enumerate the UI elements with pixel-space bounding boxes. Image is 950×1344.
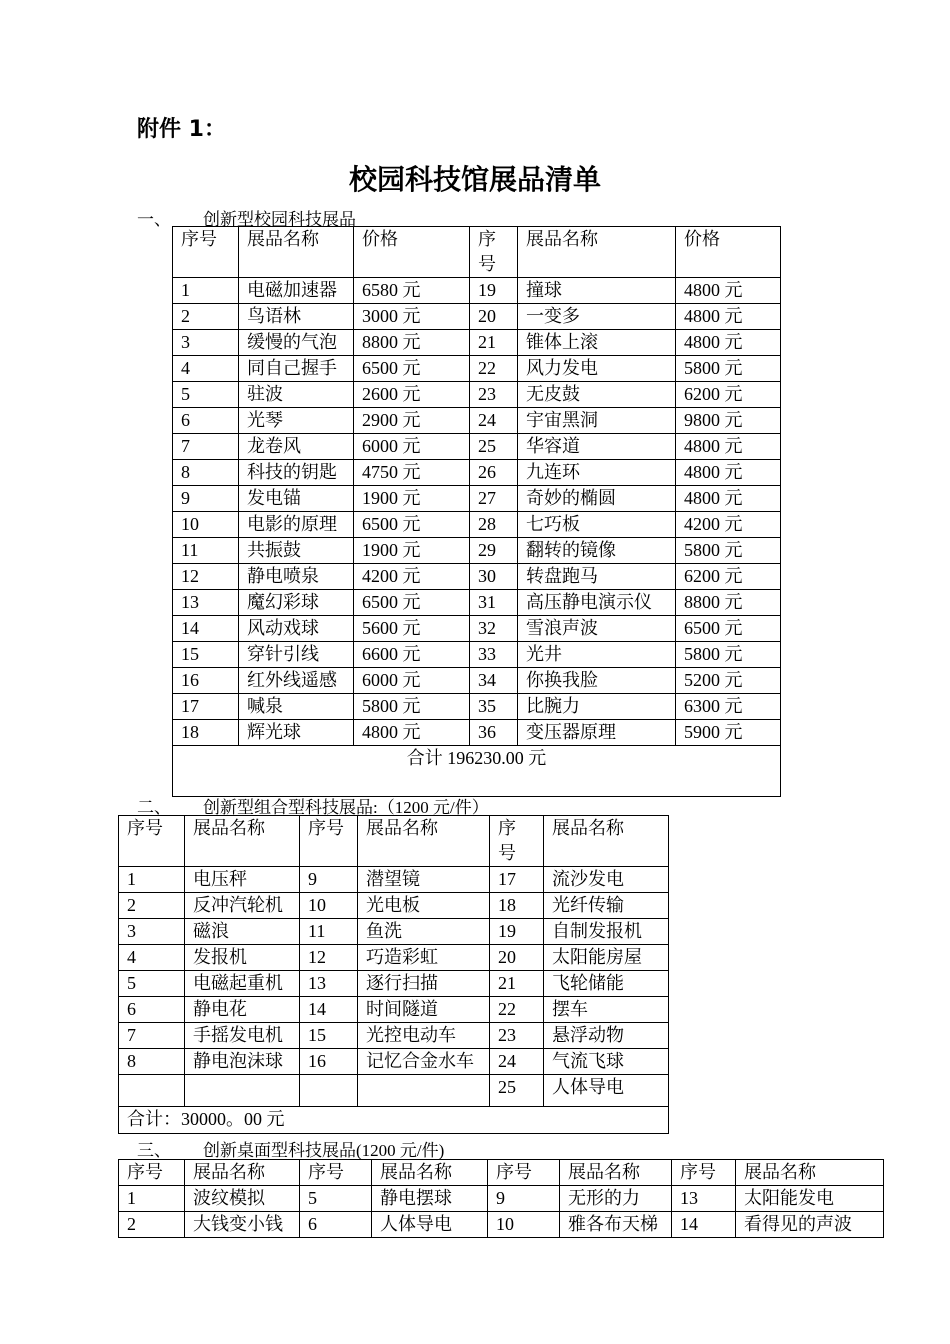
- section-2-title: 创新型组合型科技展品:（1200 元/件）: [203, 798, 489, 817]
- table-header-cell: 序号: [300, 1160, 372, 1186]
- table-cell: 奇妙的椭圆: [518, 486, 676, 512]
- table-header-cell: 序号: [672, 1160, 736, 1186]
- table-row: [119, 1186, 884, 1212]
- table-cell: 30: [470, 564, 518, 590]
- exhibit-table-2: [118, 815, 669, 1134]
- table-cell: 34: [470, 668, 518, 694]
- table-cell: 高压静电演示仪: [518, 590, 676, 616]
- table-row: [119, 867, 669, 893]
- table-cell: 无形的力: [560, 1186, 672, 1212]
- table-cell: 1900 元: [354, 486, 470, 512]
- table-row: [119, 1023, 669, 1049]
- table-cell: 13: [173, 590, 239, 616]
- table-cell: [185, 1075, 300, 1107]
- table-cell: 6: [119, 997, 185, 1023]
- table-cell: 13: [300, 971, 358, 997]
- table-cell: 电影的原理: [239, 512, 354, 538]
- table-cell: 时间隧道: [358, 997, 490, 1023]
- table-cell: 14: [300, 997, 358, 1023]
- table-row: [173, 278, 781, 304]
- table-cell: 6500 元: [354, 590, 470, 616]
- table-cell: 4800 元: [676, 278, 781, 304]
- table-cell: 雅各布天梯: [560, 1212, 672, 1238]
- table-cell: 宇宙黑洞: [518, 408, 676, 434]
- table-cell: 9: [488, 1186, 560, 1212]
- table-row: [173, 382, 781, 408]
- table-cell: 31: [470, 590, 518, 616]
- table-cell: 4800 元: [676, 460, 781, 486]
- table-cell: 6: [300, 1212, 372, 1238]
- table-header-cell: 展品名称: [239, 227, 354, 278]
- table-cell: 6580 元: [354, 278, 470, 304]
- table-cell: 5: [173, 382, 239, 408]
- table-header-cell: 展品名称: [185, 816, 300, 867]
- table-cell: 1900 元: [354, 538, 470, 564]
- table-cell: 翻转的镜像: [518, 538, 676, 564]
- table-cell: 5600 元: [354, 616, 470, 642]
- table-cell: 11: [300, 919, 358, 945]
- table-cell: 驻波: [239, 382, 354, 408]
- table-cell: 21: [490, 971, 544, 997]
- table-header-cell: 展品名称: [736, 1160, 884, 1186]
- table-cell: 8800 元: [354, 330, 470, 356]
- table-cell: 6300 元: [676, 694, 781, 720]
- table-header-cell: 展品名称: [560, 1160, 672, 1186]
- table-row: [173, 408, 781, 434]
- table-cell: 6500 元: [676, 616, 781, 642]
- table-cell: [119, 1075, 185, 1107]
- table-cell: 喊泉: [239, 694, 354, 720]
- table-header-cell: 价格: [676, 227, 781, 278]
- table-row: [173, 564, 781, 590]
- table-cell: 11: [173, 538, 239, 564]
- table-cell: 龙卷风: [239, 434, 354, 460]
- table-cell: 1: [119, 1186, 185, 1212]
- table-cell: 4800 元: [676, 330, 781, 356]
- table-cell: 悬浮动物: [544, 1023, 669, 1049]
- table-cell: 4200 元: [354, 564, 470, 590]
- total-cell: 合计 196230.00 元: [173, 746, 781, 797]
- table-row: [173, 590, 781, 616]
- table-header-row: [119, 816, 669, 867]
- table-row: [173, 642, 781, 668]
- table-cell: 21: [470, 330, 518, 356]
- table-cell: 16: [300, 1049, 358, 1075]
- table-cell: 静电花: [185, 997, 300, 1023]
- table-cell: 记忆合金水车: [358, 1049, 490, 1075]
- table-cell: 雪浪声波: [518, 616, 676, 642]
- table-cell: 人体导电: [372, 1212, 488, 1238]
- table-cell: 静电摆球: [372, 1186, 488, 1212]
- table-cell: 风力发电: [518, 356, 676, 382]
- table-header-row: [119, 1160, 884, 1186]
- table-row: [119, 997, 669, 1023]
- exhibit-table-3: [118, 1159, 884, 1238]
- table-cell: 15: [300, 1023, 358, 1049]
- table-cell: 共振鼓: [239, 538, 354, 564]
- table-cell: 穿针引线: [239, 642, 354, 668]
- section-1-title: 创新型校园科技展品: [203, 210, 356, 229]
- table-header-cell: 序号: [173, 227, 239, 278]
- table-cell: 6600 元: [354, 642, 470, 668]
- table-cell: 20: [490, 945, 544, 971]
- table-cell: 7: [119, 1023, 185, 1049]
- table-cell: 摆车: [544, 997, 669, 1023]
- table-cell: 电磁起重机: [185, 971, 300, 997]
- table-header-cell: 展品名称: [518, 227, 676, 278]
- table-cell: 7: [173, 434, 239, 460]
- table-cell: 6200 元: [676, 382, 781, 408]
- table-cell: 七巧板: [518, 512, 676, 538]
- table-cell: 九连环: [518, 460, 676, 486]
- table-header-cell: 展品名称: [544, 816, 669, 867]
- table-cell: 13: [672, 1186, 736, 1212]
- table-cell: 1: [173, 278, 239, 304]
- table-cell: 静电泡沫球: [185, 1049, 300, 1075]
- attachment-label: 附件 1：: [137, 117, 226, 142]
- table-cell: 发电锚: [239, 486, 354, 512]
- table-row: [173, 330, 781, 356]
- table-cell: 10: [173, 512, 239, 538]
- table-cell: 比腕力: [518, 694, 676, 720]
- table-cell: 波纹模拟: [185, 1186, 300, 1212]
- table-cell: 巧造彩虹: [358, 945, 490, 971]
- section-2-number: 二、: [137, 798, 171, 817]
- table-cell: 1: [119, 867, 185, 893]
- table-cell: 6200 元: [676, 564, 781, 590]
- table-row: [173, 486, 781, 512]
- table-cell: 17: [490, 867, 544, 893]
- table-header-cell: 展品名称: [372, 1160, 488, 1186]
- table-cell: 转盘跑马: [518, 564, 676, 590]
- table-cell: 缓慢的气泡: [239, 330, 354, 356]
- table-cell: 电压秤: [185, 867, 300, 893]
- table-cell: 10: [300, 893, 358, 919]
- table-cell: 大钱变小钱: [185, 1212, 300, 1238]
- table-cell: 22: [470, 356, 518, 382]
- table-row: [173, 460, 781, 486]
- section-3-heading: [137, 1136, 444, 1161]
- table-cell: 8: [173, 460, 239, 486]
- table-cell: 5800 元: [676, 538, 781, 564]
- table-cell: 5900 元: [676, 720, 781, 746]
- table-cell: [300, 1075, 358, 1107]
- table-cell: 26: [470, 460, 518, 486]
- table-cell: 无皮鼓: [518, 382, 676, 408]
- table-cell: 2600 元: [354, 382, 470, 408]
- table-cell: 2900 元: [354, 408, 470, 434]
- table-header-cell: 价格: [354, 227, 470, 278]
- table-cell: 自制发报机: [544, 919, 669, 945]
- table-row: [119, 919, 669, 945]
- table-row: [119, 1075, 669, 1107]
- table-cell: 6000 元: [354, 434, 470, 460]
- table-row: [173, 694, 781, 720]
- table-cell: 24: [470, 408, 518, 434]
- table-cell: 29: [470, 538, 518, 564]
- table-cell: 8: [119, 1049, 185, 1075]
- table-cell: 太阳能发电: [736, 1186, 884, 1212]
- table-row: [119, 1212, 884, 1238]
- table-row: [173, 356, 781, 382]
- table-cell: 鸟语林: [239, 304, 354, 330]
- table-cell: 23: [470, 382, 518, 408]
- exhibit-table-1: [172, 226, 781, 797]
- table-cell: 5800 元: [676, 642, 781, 668]
- section-3-title: 创新桌面型科技展品(1200 元/件): [203, 1141, 445, 1160]
- table-header-cell: 序号: [300, 816, 358, 867]
- table-cell: 16: [173, 668, 239, 694]
- table-cell: 光纤传输: [544, 893, 669, 919]
- table-header-cell: 展品名称: [185, 1160, 300, 1186]
- table-cell: 4800 元: [676, 486, 781, 512]
- table-cell: 人体导电: [544, 1075, 669, 1107]
- table-cell: 6000 元: [354, 668, 470, 694]
- table-cell: [358, 1075, 490, 1107]
- table-cell: 4: [173, 356, 239, 382]
- table-cell: 6500 元: [354, 356, 470, 382]
- table-cell: 25: [470, 434, 518, 460]
- table-cell: 5: [300, 1186, 372, 1212]
- table-cell: 科技的钥匙: [239, 460, 354, 486]
- table-cell: 4: [119, 945, 185, 971]
- table-cell: 6500 元: [354, 512, 470, 538]
- table-cell: 27: [470, 486, 518, 512]
- table-cell: 35: [470, 694, 518, 720]
- table-cell: 14: [173, 616, 239, 642]
- table-header-cell: 序号: [119, 1160, 185, 1186]
- table-cell: 鱼洗: [358, 919, 490, 945]
- table-cell: 辉光球: [239, 720, 354, 746]
- table-header-cell: 序号: [119, 816, 185, 867]
- page-title: 校园科技馆展品清单: [348, 163, 601, 196]
- table-cell: 19: [490, 919, 544, 945]
- table-header-cell: 序 号: [490, 816, 544, 867]
- table-cell: 23: [490, 1023, 544, 1049]
- table-cell: 发报机: [185, 945, 300, 971]
- table-cell: 19: [470, 278, 518, 304]
- table-cell: 5: [119, 971, 185, 997]
- table-cell: 4800 元: [676, 304, 781, 330]
- table-row: [173, 434, 781, 460]
- table-cell: 一变多: [518, 304, 676, 330]
- table-total-row: [119, 1107, 669, 1134]
- table-cell: 光琴: [239, 408, 354, 434]
- table-cell: 逐行扫描: [358, 971, 490, 997]
- table-cell: 4800 元: [354, 720, 470, 746]
- table-cell: 红外线遥感: [239, 668, 354, 694]
- table-cell: 36: [470, 720, 518, 746]
- table-cell: 锥体上滚: [518, 330, 676, 356]
- table-total-row: [173, 746, 781, 797]
- table-row: [173, 616, 781, 642]
- table-cell: 12: [300, 945, 358, 971]
- section-3-number: 三、: [137, 1141, 171, 1160]
- table-cell: 3: [119, 919, 185, 945]
- table-cell: 光电板: [358, 893, 490, 919]
- table-cell: 5800 元: [354, 694, 470, 720]
- table-row: [119, 1049, 669, 1075]
- table-cell: 25: [490, 1075, 544, 1107]
- table-header-cell: 序 号: [470, 227, 518, 278]
- table-cell: 气流飞球: [544, 1049, 669, 1075]
- total-cell: 合计：30000。00 元: [119, 1107, 669, 1134]
- table-row: [119, 893, 669, 919]
- table-header-cell: 展品名称: [358, 816, 490, 867]
- table-cell: 风动戏球: [239, 616, 354, 642]
- table-row: [173, 668, 781, 694]
- table-cell: 魔幻彩球: [239, 590, 354, 616]
- table-cell: 20: [470, 304, 518, 330]
- table-cell: 光控电动车: [358, 1023, 490, 1049]
- table-cell: 17: [173, 694, 239, 720]
- table-cell: 4200 元: [676, 512, 781, 538]
- table-cell: 18: [173, 720, 239, 746]
- table-cell: 8800 元: [676, 590, 781, 616]
- table-row: [119, 945, 669, 971]
- table-row: [173, 720, 781, 746]
- table-cell: 电磁加速器: [239, 278, 354, 304]
- table-row: [173, 512, 781, 538]
- table-cell: 磁浪: [185, 919, 300, 945]
- table-cell: 反冲汽轮机: [185, 893, 300, 919]
- table-header-row: [173, 227, 781, 278]
- table-cell: 3: [173, 330, 239, 356]
- table-row: [173, 304, 781, 330]
- table-cell: 静电喷泉: [239, 564, 354, 590]
- table-cell: 28: [470, 512, 518, 538]
- table-cell: 6: [173, 408, 239, 434]
- table-cell: 32: [470, 616, 518, 642]
- table-cell: 18: [490, 893, 544, 919]
- table-cell: 4750 元: [354, 460, 470, 486]
- table-cell: 光井: [518, 642, 676, 668]
- table-cell: 你换我脸: [518, 668, 676, 694]
- table-cell: 流沙发电: [544, 867, 669, 893]
- table-cell: 同自己握手: [239, 356, 354, 382]
- table-cell: 12: [173, 564, 239, 590]
- table-cell: 14: [672, 1212, 736, 1238]
- table-cell: 15: [173, 642, 239, 668]
- table-cell: 飞轮储能: [544, 971, 669, 997]
- table-cell: 2: [119, 893, 185, 919]
- table-cell: 24: [490, 1049, 544, 1075]
- table-cell: 2: [119, 1212, 185, 1238]
- table-cell: 9800 元: [676, 408, 781, 434]
- table-cell: 撞球: [518, 278, 676, 304]
- table-cell: 华容道: [518, 434, 676, 460]
- table-cell: 手摇发电机: [185, 1023, 300, 1049]
- table-cell: 4800 元: [676, 434, 781, 460]
- table-cell: 33: [470, 642, 518, 668]
- table-cell: 看得见的声波: [736, 1212, 884, 1238]
- section-1-number: 一、: [137, 210, 171, 229]
- table-cell: 2: [173, 304, 239, 330]
- table-cell: 5800 元: [676, 356, 781, 382]
- table-cell: 9: [300, 867, 358, 893]
- table-cell: 3000 元: [354, 304, 470, 330]
- table-cell: 变压器原理: [518, 720, 676, 746]
- table-cell: 22: [490, 997, 544, 1023]
- table-row: [173, 538, 781, 564]
- table-header-cell: 序号: [488, 1160, 560, 1186]
- table-cell: 潜望镜: [358, 867, 490, 893]
- table-cell: 太阳能房屋: [544, 945, 669, 971]
- table-cell: 10: [488, 1212, 560, 1238]
- table-cell: 5200 元: [676, 668, 781, 694]
- table-cell: 9: [173, 486, 239, 512]
- table-row: [119, 971, 669, 997]
